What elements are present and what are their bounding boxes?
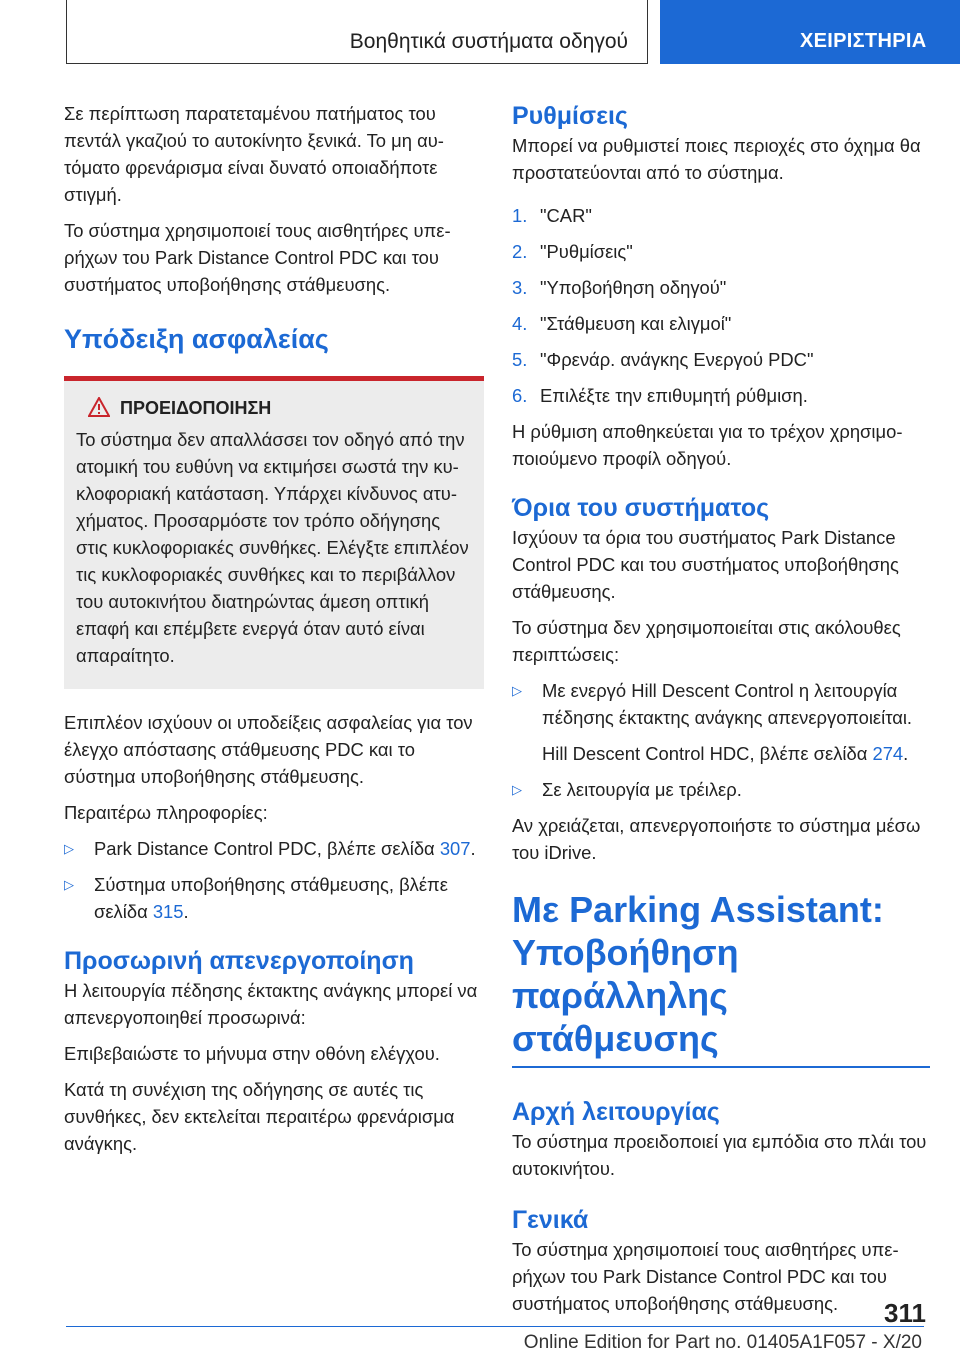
limits-paragraph-1: Ισχύουν τα όρια του συστήματος Park Distance Control PDC και του συστήματος υποβοήθησης στάθμευσης. <box>512 527 899 602</box>
page-number: 311 <box>884 1298 926 1328</box>
heading-principle: Αρχή λειτουργίας <box>512 1098 720 1126</box>
temp-paragraph-2: Επιβεβαιώστε το μήνυμα στην οθόνη ελέγχου. <box>64 1043 440 1064</box>
bullet-triangle-icon: ▷ <box>64 877 74 892</box>
temp-paragraph-3: Κατά τη συνέχιση της οδήγησης σε αυτές τις συνθήκες, δεν εκτελείται περαιτέρω φρενάρισμα ανάγκης. <box>64 1079 455 1154</box>
general-paragraph: Το σύστημα χρησιμοποιεί τους αισθητήρες υπερήχων του Park Distance Control PDC και του συστήματος υποβοήθησης στάθμευσης. <box>512 1239 899 1314</box>
limits-paragraph-2: Το σύστημα δεν χρησιμοποιείται στις ακόλουθες περιπτώσεις: <box>512 617 901 665</box>
list-item: 3. "Υποβοήθηση οδηγού" <box>512 277 727 298</box>
heading-safety: Υπόδειξη ασφαλείας <box>64 324 329 354</box>
intro-paragraph-1: Σε περίπτωση παρατεταμένου πατήματος του πεντάλ γκαζιού το αυτοκίνητο ξενικά. Το μη αυτόματο φρενάρισμα είναι δυνατό οποιαδήποτε στιγμή. <box>64 103 444 205</box>
list-item: 1. "CAR" <box>512 205 592 226</box>
footer-edition: Online Edition for Part no. 01405A1F057 - X/20 <box>523 1332 922 1353</box>
warning-text: Το σύστημα δεν απαλλάσσει τον οδηγό από την ατομική του ευθύνη να εκτιμήσει σωστά την κυκλοφοριακή κατάσταση. Υπάρχει κίνδυνος ατυχήματος. Προσαρμόστε τον τρόπο οδήγησης στις κυκλοφοριακές συνθήκες. Ελέγξτε επιπλέον τις κυκλοφοριακές συνθήκες και το περιβάλλον του αυτοκινήτου διατηρώντας άμεση οπτική επαφή και επέμβετε ενεργά όταν αυτό είναι απαραίτητο. <box>76 429 469 666</box>
page-link-274[interactable]: 274 <box>872 743 904 764</box>
list-item: ▷ Park Distance Control PDC, βλέπε σελίδα 307. <box>64 835 484 862</box>
settings-saved-paragraph: Η ρύθμιση αποθηκεύεται για το τρέχον χρησιμοποιούμενο προφίλ οδηγού. <box>512 421 903 469</box>
page-link-315[interactable]: 315 <box>152 901 184 922</box>
list-item: 6. Επιλέξτε την επιθυμητή ρύθμιση. <box>512 385 808 406</box>
page-link-307[interactable]: 307 <box>439 838 471 859</box>
warning-box <box>64 381 484 689</box>
section-title: Βοηθητικά συστήματα οδηγού <box>349 30 628 53</box>
list-item: ▷ Σε λειτουργία με τρέιλερ. <box>512 776 930 803</box>
warning-title <box>76 395 472 422</box>
bullet-triangle-icon: ▷ <box>512 683 522 698</box>
bullet-triangle-icon: ▷ <box>64 841 74 856</box>
list-item: 5. "Φρενάρ. ανάγκης Ενεργού PDC" <box>512 349 814 370</box>
list-item: ▷ Σύστημα υποβοήθησης στάθμευσης, βλέπε σελίδα 315. <box>64 871 484 925</box>
settings-paragraph: Μπορεί να ρυθμιστεί ποιες περιοχές στο όχημα θα προστατεύονται από το σύστημα. <box>512 135 921 183</box>
more-info-list <box>64 835 484 925</box>
heading-settings: Ρυθμίσεις <box>512 102 628 130</box>
temp-paragraph-1: Η λειτουργία πέδησης έκτακτης ανάγκης μπορεί να απενεργοποιηθεί προσωρινά: <box>64 980 478 1028</box>
list-item: 2. "Ρυθμίσεις" <box>512 241 633 262</box>
list-item-subtext: Hill Descent Control HDC, βλέπε σελίδα 274. <box>542 743 909 764</box>
chapter-title: Με Parking Assistant: Υποβοήθηση παράλληλης στάθμευσης <box>512 889 884 1059</box>
principle-paragraph: Το σύστημα προειδοποιεί για εμπόδια στο πλάι του αυτοκινήτου. <box>512 1131 927 1179</box>
warning-title-label: ΠΡΟΕΙΔΟΠΟΙΗΣΗ <box>120 398 272 418</box>
heading-system-limits: Όρια του συστήματος <box>512 494 770 522</box>
settings-steps <box>512 202 930 409</box>
chapter-title-rule <box>512 1066 930 1068</box>
heading-general: Γενικά <box>512 1206 589 1234</box>
left-column <box>64 100 484 1166</box>
chapter-tab-label: ΧΕΙΡΙΣΤΗΡΙΑ <box>800 30 927 52</box>
limits-paragraph-3: Αν χρειάζεται, απενεργοποιήστε το σύστημα μέσω του iDrive. <box>512 815 921 863</box>
list-item: ▷ Με ενεργό Hill Descent Control η λειτουργία πέδησης έκτακτης ανάγκης απενεργοποιείται. Hill Descent Control HDC, βλέπε σελίδα 274. <box>512 677 930 767</box>
limits-list <box>512 677 930 803</box>
right-column <box>512 100 930 1326</box>
list-item: 4. "Στάθμευση και ελιγμοί" <box>512 313 732 334</box>
warning-icon <box>88 397 110 417</box>
safety-paragraph: Επιπλέον ισχύουν οι υποδείξεις ασφαλείας για τον έλεγχο απόστασης στάθμευσης PDC και το σύστημα υποβοήθησης στάθμευσης. <box>64 712 473 787</box>
heading-temporary-deactivation: Προσωρινή απενεργοποίηση <box>64 947 414 975</box>
chapter-tab[interactable] <box>660 0 960 64</box>
more-info-label: Περαιτέρω πληροφορίες: <box>64 802 268 823</box>
bullet-triangle-icon: ▷ <box>512 782 522 797</box>
intro-paragraph-2: Το σύστημα χρησιμοποιεί τους αισθητήρες υπερήχων του Park Distance Control PDC και του συστήματος υποβοήθησης στάθμευσης. <box>64 220 451 295</box>
footer-rule <box>66 1326 924 1327</box>
